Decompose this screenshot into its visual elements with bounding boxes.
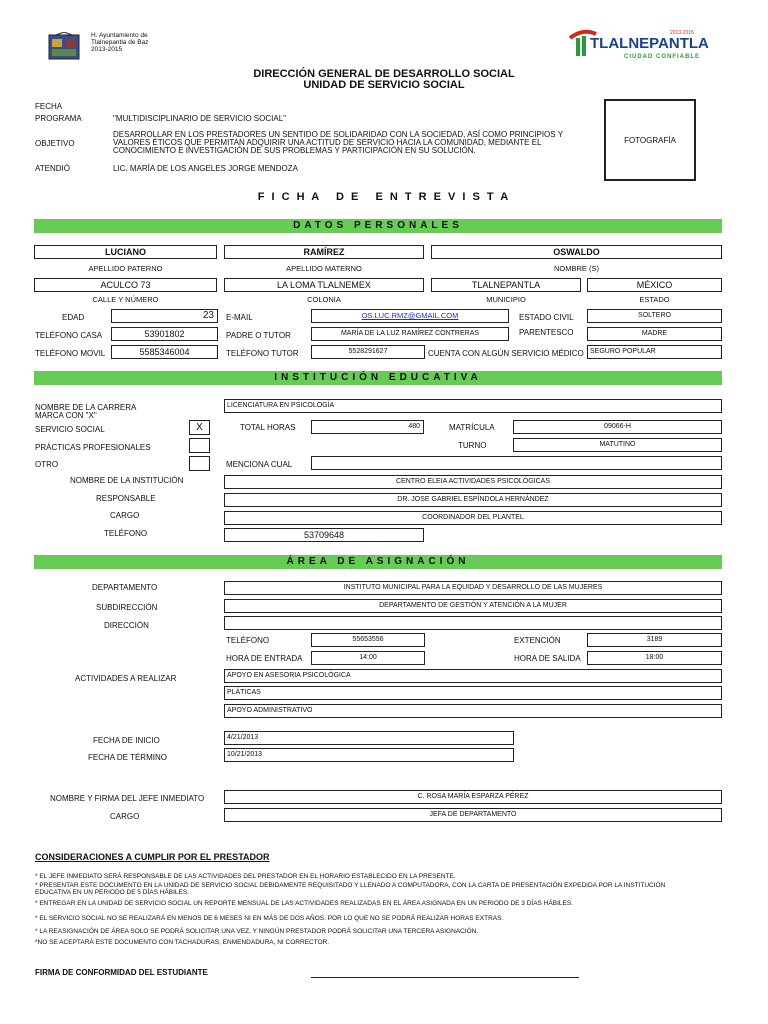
edad-field[interactable]: 23 bbox=[111, 309, 218, 323]
considerations-heading: CONSIDERACIONES A CUMPLIR POR EL PRESTADOR bbox=[35, 852, 270, 862]
turno-field[interactable]: MATUTINO bbox=[513, 438, 722, 452]
page-title: DIRECCIÓN GENERAL DE DESARROLLO SOCIAL bbox=[253, 68, 515, 80]
estado-civil-label: ESTADO CIVIL bbox=[519, 313, 574, 322]
nombres-field[interactable]: OSWALDO bbox=[431, 245, 722, 259]
carrera-field[interactable]: LICENCIATURA EN PSICOLOGÍA bbox=[224, 399, 722, 413]
consideration-5: * LA REASIGNACIÓN DE ÁREA SOLO SE PODRÁ SOLICITAR UNA VEZ, Y NINGÚN PRESTADOR PODRÁ SOLICITAR UNA TERCERA ASIGNACIÓN. bbox=[35, 928, 479, 935]
org-line3: 2013-2015 bbox=[91, 46, 123, 53]
actividades-label: ACTIVIDADES A REALIZAR bbox=[75, 674, 177, 683]
form-title: F I C H A D E E N T R E V I S T A bbox=[257, 191, 511, 203]
calle-label: CALLE Y NÚMERO bbox=[92, 295, 159, 304]
brand-name: TLALNEPANTLA bbox=[590, 35, 709, 52]
firma-label: FIRMA DE CONFORMIDAD DEL ESTUDIANTE bbox=[35, 968, 208, 977]
otro-checkbox[interactable] bbox=[189, 456, 210, 471]
subdireccion-field[interactable]: DEPARTAMENTO DE GESTIÓN Y ATENCIÓN A LA MUJER bbox=[224, 599, 722, 613]
servicio-medico-label: CUENTA CON ALGÚN SERVICIO MÉDICO bbox=[428, 349, 584, 358]
asignacion-telefono-field[interactable]: 55653556 bbox=[311, 633, 425, 647]
jefe-cargo-field[interactable]: JEFA DE DEPARTAMENTO bbox=[224, 808, 722, 822]
apellido-materno-field[interactable]: RAMÍREZ bbox=[224, 245, 424, 259]
programa-label: PROGRAMA bbox=[35, 114, 82, 123]
email-label: E-MAIL bbox=[226, 313, 253, 322]
estado-field[interactable]: MÉXICO bbox=[587, 278, 722, 292]
colonia-label: COLONIA bbox=[307, 295, 341, 304]
objetivo-line3: CONOCIMIENTO E INVESTIGACIÓN DE SUS PROBLEMAS Y PARTICIPACIÓN EN SU SOLUCIÓN. bbox=[113, 146, 476, 155]
photo-box bbox=[604, 99, 696, 181]
apellido-paterno-label: APELLIDO PATERNO bbox=[88, 264, 163, 273]
colonia-field[interactable]: LA LOMA TLALNEMEX bbox=[224, 278, 424, 292]
fecha-termino-field[interactable]: 10/21/2013 bbox=[224, 748, 514, 762]
asignacion-telefono-label: TELÉFONO bbox=[226, 636, 270, 645]
atendio-value: LIC. MARÍA DE LOS ANGELES JORGE MENDOZA bbox=[113, 164, 298, 173]
consideration-3: * ENTREGAR EN LA UNIDAD DE SERVICIO SOCIAL UN REPORTE MENSUAL DE LAS ACTIVIDADES REALIZADAS EN EL ÁREA ASIGNADA EN UN PERIODO DE 3 DÍAS HÁBILES. bbox=[35, 900, 573, 907]
responsable-field[interactable]: DR. JOSE GABRIEL ESPÍNDOLA HERNÁNDEZ bbox=[224, 493, 722, 507]
actividad-2-field[interactable]: PLÁTICAS bbox=[224, 686, 722, 700]
org-line1: H. Ayuntamiento de bbox=[91, 32, 148, 39]
otro-label: OTRO bbox=[35, 460, 59, 469]
total-horas-label: TOTAL HORAS bbox=[240, 423, 296, 432]
parentesco-label: PARENTESCO bbox=[519, 328, 574, 337]
municipio-label: MUNICIPIO bbox=[486, 295, 526, 304]
estado-civil-field[interactable]: SOLTERO bbox=[587, 309, 722, 323]
institucion-field[interactable]: CENTRO ELEIA ACTIVIDADES PSICOLÓGICAS bbox=[224, 475, 722, 489]
brand-tagline: CIUDAD CONFIABLE bbox=[624, 54, 700, 60]
fecha-inicio-label: FECHA DE INICIO bbox=[93, 736, 160, 745]
fecha-inicio-field[interactable]: 4/21/2013 bbox=[224, 731, 514, 745]
departamento-field[interactable]: INSTITUTO MUNICIPAL PARA LA EQUIDAD Y DESARROLLO DE LAS MUJERES bbox=[224, 581, 722, 595]
org-line2: Tlalnepantla de Baz bbox=[91, 39, 149, 46]
responsable-label: RESPONSABLE bbox=[96, 494, 156, 503]
padre-label: PADRE O TUTOR bbox=[226, 331, 291, 340]
estado-label: ESTADO bbox=[639, 295, 670, 304]
cargo-field[interactable]: COORDINADOR DEL PLANTEL bbox=[224, 511, 722, 525]
menciona-label: MENCIONA CUAL bbox=[226, 460, 293, 469]
email-field[interactable]: OS.LUC.RMZ@GMAIL.COM bbox=[311, 309, 509, 323]
consideration-6: *NO SE ACEPTARÁ ESTE DOCUMENTO CON TACHADURAS, ENMENDADURA, NI CORRECTOR. bbox=[35, 939, 330, 946]
jefe-label: NOMBRE Y FIRMA DEL JEFE INMEDIATO bbox=[50, 794, 205, 803]
section-education-heading: INSTITUCIÓN EDUCATIVA bbox=[34, 371, 722, 385]
brand-years: 2013-2015 bbox=[670, 30, 694, 36]
section-assignment-heading: ÁREA DE ASIGNACIÓN bbox=[34, 555, 722, 569]
matricula-field[interactable]: 09066-H bbox=[513, 420, 722, 434]
direccion-field[interactable] bbox=[224, 616, 722, 630]
institucion-telefono-field[interactable]: 53709648 bbox=[224, 528, 424, 542]
consideration-4: * EL SERVICIO SOCIAL NO SE REALIZARÁ EN MENOS DE 6 MESES NI EN MÁS DE DOS AÑOS. POR LO QUE NO SE PODRÁ REALIZAR HORAS EXTRAS. bbox=[35, 915, 504, 922]
subdireccion-label: SUBDIRECCIÓN bbox=[96, 603, 158, 612]
actividad-3-field[interactable]: APOYO ADMINISTRATIVO bbox=[224, 704, 722, 718]
actividad-1-field[interactable]: APOYO EN ASESORIA PSICOLÓGICA bbox=[224, 669, 722, 683]
consideration-2b: EDUCATIVA EN UN PERIODO DE 5 DÍAS HÁBILES. bbox=[35, 889, 189, 896]
servicio-social-checkbox[interactable]: X bbox=[189, 420, 210, 435]
matricula-label: MATRÍCULA bbox=[449, 423, 495, 432]
objetivo-line1: DESARROLLAR EN LOS PRESTADORES UN SENTIDO DE SOLIDARIDAD CON LA SOCIEDAD, ASÍ COMO PRINCIPIOS Y bbox=[113, 130, 564, 139]
municipio-field[interactable]: TLALNEPANTLA bbox=[431, 278, 581, 292]
atendio-label: ATENDIÓ bbox=[35, 164, 70, 173]
tel-movil-field[interactable]: 5585346004 bbox=[111, 345, 218, 359]
servicio-medico-field[interactable]: SEGURO POPULAR bbox=[587, 345, 722, 359]
turno-label: TURNO bbox=[458, 441, 487, 450]
servicio-social-label: SERVICIO SOCIAL bbox=[35, 425, 105, 434]
tel-casa-label: TELÉFONO CASA bbox=[35, 331, 103, 340]
tel-movil-label: TELÉFONO MOVIL bbox=[35, 349, 106, 358]
objetivo-line2: VALORES ÉTICOS QUE PERMITAN ADQUIRIR UNA ACTITUD DE SERVICIO HACIA LA COMUNIDAD, MEDIANTE EL bbox=[113, 138, 542, 147]
departamento-label: DEPARTAMENTO bbox=[92, 583, 158, 592]
municipal-seal-icon bbox=[48, 32, 80, 60]
extension-label: EXTENCIÓN bbox=[514, 636, 561, 645]
telefono-label: TELÉFONO bbox=[104, 529, 148, 538]
practicas-checkbox[interactable] bbox=[189, 438, 210, 453]
padre-field[interactable]: MARÍA DE LA LUZ RAMÍREZ CONTRERAS bbox=[311, 327, 509, 341]
photo-label: FOTOGRAFÍA bbox=[624, 136, 676, 145]
consideration-2a: * PRESENTAR ESTE DOCUMENTO EN LA UNIDAD DE SERVICIO SOCIAL DEBIDAMENTE REQUISITADO Y LLENADO A COMPUTADORA, CON LA CARTA DE PRESENTACIÓN EXPEDIDA POR LA INSTITUCIÓN bbox=[35, 882, 666, 889]
signature-line[interactable] bbox=[311, 977, 579, 978]
apellido-paterno-field[interactable]: LUCIANO bbox=[34, 245, 217, 259]
hora-entrada-label: HORA DE ENTRADA bbox=[226, 654, 303, 663]
carrera-label: NOMBRE DE LA CARRERA bbox=[35, 403, 137, 412]
nombres-label: NOMBRE (S) bbox=[554, 264, 599, 273]
jefe-cargo-label: CARGO bbox=[110, 812, 140, 821]
section-personal-heading: DATOS PERSONALES bbox=[34, 219, 722, 233]
tel-tutor-label: TELÉFONO TUTOR bbox=[226, 349, 299, 358]
tel-casa-field[interactable]: 53901802 bbox=[111, 327, 218, 341]
menciona-field[interactable] bbox=[311, 456, 722, 470]
practicas-label: PRÁCTICAS PROFESIONALES bbox=[35, 443, 151, 452]
cargo-label: CARGO bbox=[110, 511, 140, 520]
tel-tutor-field[interactable]: 5528291627 bbox=[311, 345, 425, 359]
fecha-termino-label: FECHA DE TÉRMINO bbox=[88, 753, 167, 762]
objetivo-label: OBJETIVO bbox=[35, 139, 75, 148]
hora-salida-label: HORA DE SALIDA bbox=[514, 654, 581, 663]
page-subtitle: UNIDAD DE SERVICIO SOCIAL bbox=[303, 79, 465, 91]
hora-salida-field[interactable]: 18:00 bbox=[587, 651, 722, 665]
apellido-materno-label: APELLIDO MATERNO bbox=[286, 264, 362, 273]
marca-label: MARCA CON "X" bbox=[35, 411, 97, 420]
jefe-field[interactable]: C. ROSA MARÍA ESPARZA PÉREZ bbox=[224, 790, 722, 804]
total-horas-field[interactable]: 480 bbox=[311, 420, 424, 434]
fecha-label: FECHA bbox=[35, 102, 63, 111]
hora-entrada-field[interactable]: 14:00 bbox=[311, 651, 425, 665]
extension-field[interactable]: 3189 bbox=[587, 633, 722, 647]
brand-logo bbox=[568, 28, 718, 62]
edad-label: EDAD bbox=[62, 313, 85, 322]
programa-value: "MULTIDISCIPLINARIO DE SERVICIO SOCIAL" bbox=[113, 114, 286, 123]
institucion-label: NOMBRE DE LA INSTITUCIÓN bbox=[70, 476, 184, 485]
parentesco-field[interactable]: MADRE bbox=[587, 327, 722, 341]
direccion-label: DIRECCIÓN bbox=[104, 621, 149, 630]
calle-field[interactable]: ACULCO 73 bbox=[34, 278, 217, 292]
consideration-1: * EL JEFE INMEDIATO SERÁ RESPONSABLE DE LAS ACTIVIDADES DEL PRESTADOR EN EL HORARIO ESTABLECIDO EN LA PRESENTE. bbox=[35, 873, 456, 880]
